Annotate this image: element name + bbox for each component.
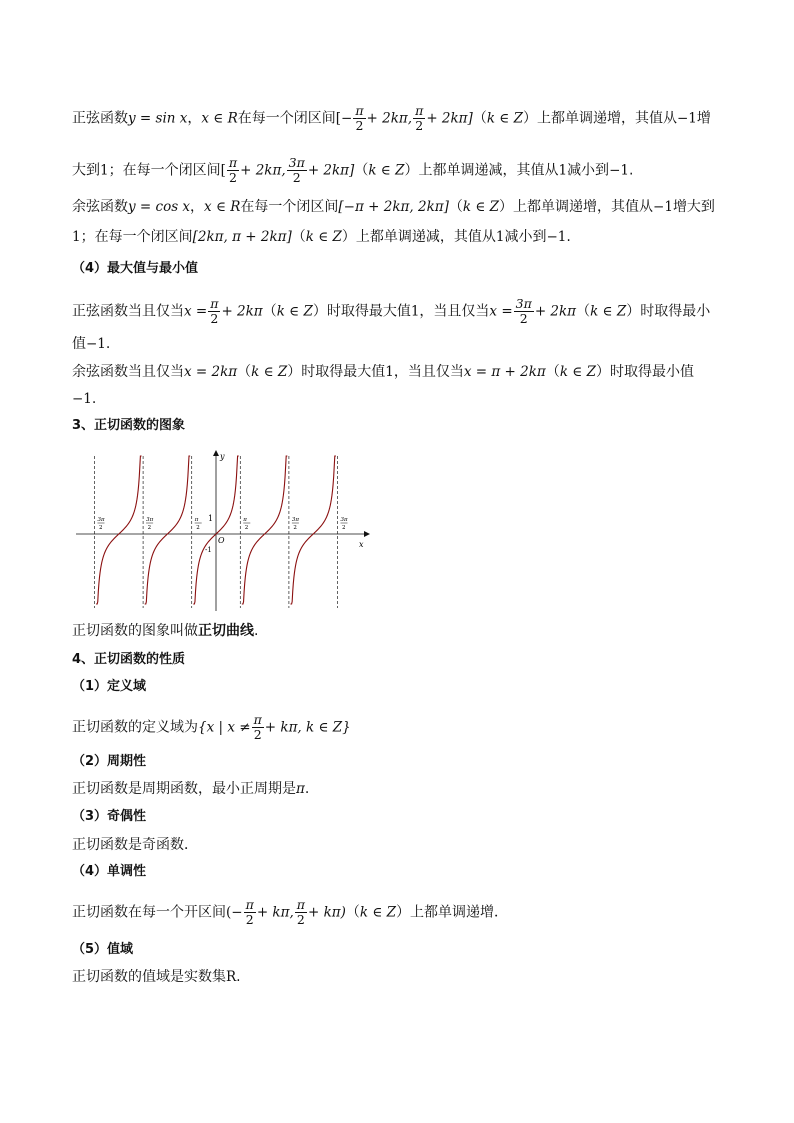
formula: (−	[226, 904, 243, 921]
text: 正切函数在每一个开区间	[72, 904, 226, 921]
asymptote-label-numerator: 3π	[97, 517, 105, 523]
formula: k ∈ Z	[368, 162, 405, 179]
formula: y = sin x	[128, 110, 188, 127]
formula: + 2kπ	[534, 303, 577, 320]
denominator: 2	[519, 311, 528, 326]
numerator: π	[228, 155, 238, 170]
text: （	[472, 110, 487, 127]
numerator: π	[296, 897, 305, 912]
formula: k ∈ Z	[276, 303, 313, 320]
text: 减小到	[504, 229, 547, 245]
numerator: π	[245, 897, 254, 912]
text: 正切函数是周期函数，最小正周期是	[72, 781, 296, 797]
denominator: 2	[355, 118, 364, 133]
numerator: π	[210, 296, 219, 311]
asymptote-label-denominator: 2	[196, 525, 200, 531]
formula: k ∈ Z	[559, 364, 596, 380]
formula: [−	[335, 110, 353, 127]
text: ）上都单调递减，其值从	[404, 162, 559, 179]
asymptote-label-denominator: 2	[147, 525, 152, 531]
formula: + 2kπ,	[366, 110, 413, 127]
formula: 1	[100, 162, 109, 179]
monotonicity-line	[72, 898, 508, 927]
fraction	[514, 297, 534, 326]
formula: {x | x ≠	[198, 719, 251, 736]
fraction	[252, 713, 264, 742]
numerator: π	[355, 103, 364, 118]
formula: + kπ, k ∈ Z}	[264, 719, 351, 736]
text: 在每一个闭区间	[237, 110, 336, 127]
numerator: π	[415, 103, 424, 118]
y-neg-one-label: -1	[205, 546, 212, 554]
text: （	[448, 199, 463, 215]
text: 余弦函数	[72, 199, 128, 215]
text: .	[236, 969, 241, 985]
text: 减小到	[567, 162, 610, 179]
cosine-increasing-line	[72, 197, 715, 217]
formula: [−π + 2kπ, 2kπ]	[338, 199, 449, 215]
tangent-graph	[72, 448, 372, 613]
y-axis-label: y	[220, 452, 225, 461]
formula: + kπ)	[307, 904, 346, 921]
formula: −1	[676, 110, 697, 127]
tangent-curve-line	[72, 621, 258, 641]
y-axis-arrow-icon	[213, 450, 219, 456]
text: 正切函数的定义域为	[72, 719, 198, 736]
fraction	[287, 156, 307, 185]
text: ，	[187, 110, 202, 127]
heading-tangent-properties: 4、正切函数的性质	[72, 652, 186, 667]
text: ）上都单调递增．	[396, 904, 509, 921]
text: （	[576, 303, 591, 320]
fraction	[227, 156, 239, 185]
heading-parity: （3）奇偶性	[72, 809, 147, 824]
denominator: 2	[245, 912, 254, 927]
formula: + 2kπ	[221, 303, 263, 320]
text: 正弦函数	[72, 110, 128, 127]
formula: + kπ,	[256, 904, 294, 921]
cosine-decreasing-line	[72, 227, 571, 247]
text: 增	[696, 110, 711, 127]
heading-monotonicity: （4）单调性	[72, 864, 147, 879]
tangent-branch	[96, 456, 141, 604]
formula: x =	[184, 303, 208, 320]
formula: k ∈ Z	[590, 303, 627, 320]
formula: −1	[653, 199, 673, 215]
sine-increasing-line	[72, 104, 711, 133]
cosine-max-min-line	[72, 362, 694, 382]
text: ；在每一个闭区间	[80, 229, 193, 245]
tangent-branch	[145, 456, 190, 604]
text: ）时取得最大值	[287, 364, 386, 380]
text: （	[262, 303, 277, 320]
origin-label: O	[218, 536, 225, 545]
formula: π	[296, 781, 305, 797]
formula: 1	[72, 229, 81, 245]
text: 增大到	[672, 199, 715, 215]
text: 正切函数的值域是实数集	[72, 969, 226, 985]
formula: −1	[86, 336, 106, 352]
text: （	[291, 229, 306, 245]
formula: [2kπ, π + 2kπ]	[192, 229, 292, 245]
fraction	[244, 898, 256, 927]
heading-period: （2）周期性	[72, 754, 147, 769]
text: ，	[190, 199, 205, 215]
text: 在每一个闭区间	[240, 199, 339, 215]
denominator: 2	[415, 118, 424, 133]
fraction	[208, 297, 220, 326]
asymptote-labels	[98, 517, 348, 531]
formula: 1	[385, 364, 394, 380]
fraction	[295, 898, 307, 927]
text: 大到	[72, 162, 100, 179]
heading-tangent-graph: 3、正切函数的图象	[72, 418, 186, 433]
formula: −1	[546, 229, 567, 245]
asymptote-label-denominator: 2	[244, 525, 249, 531]
text: .	[304, 781, 310, 797]
denominator: 2	[229, 170, 237, 185]
formula: k ∈ Z	[251, 364, 288, 380]
text: .	[91, 391, 97, 407]
formula: k ∈ Z	[486, 110, 523, 127]
formula: y = cos x	[128, 199, 191, 215]
asymptote-label-numerator: π	[243, 517, 247, 523]
text: （	[545, 364, 560, 380]
text: ）时取得最小值	[595, 364, 694, 380]
term-bold: 正切曲线	[198, 623, 254, 639]
text: .	[566, 229, 571, 245]
text: .	[105, 336, 111, 352]
numerator: 3π	[515, 296, 532, 311]
x-axis-label: x	[359, 540, 364, 549]
domain-line	[72, 713, 351, 742]
text: .	[254, 623, 259, 639]
formula: 1	[495, 229, 505, 245]
text: ，当且仅当	[393, 364, 464, 380]
formula: [	[220, 162, 226, 179]
sine-decreasing-line	[72, 156, 633, 185]
asymptote-label-numerator: π	[194, 517, 199, 523]
heading-range: （5）值域	[72, 942, 134, 957]
asymptote-label-numerator: 3π	[291, 517, 300, 523]
formula: x ∈ R	[201, 110, 238, 127]
fraction	[413, 104, 425, 133]
y-one-label: 1	[208, 514, 214, 523]
formula: k ∈ Z	[462, 199, 500, 215]
formula: k ∈ Z	[359, 904, 397, 921]
text: ）上都单调递减，其值从	[341, 229, 496, 245]
text: ，当且仅当	[419, 303, 490, 320]
formula: x = 2kπ	[184, 364, 238, 380]
asymptote-label-denominator: 2	[342, 525, 346, 531]
formula: k ∈ Z	[305, 229, 342, 245]
x-axis-arrow-icon	[364, 531, 370, 537]
asymptote-label-numerator: 3π	[146, 517, 154, 523]
heading-domain: （1）定义域	[72, 679, 147, 694]
sine-max-min-line	[72, 297, 710, 326]
denominator: 2	[292, 170, 301, 185]
range-line	[72, 967, 241, 987]
text: 余弦函数当且仅当	[72, 364, 184, 380]
formula: x =	[489, 303, 513, 320]
text: ）上都单调递增，其值从	[499, 199, 654, 215]
asymptote-label-numerator: 3π	[340, 517, 348, 523]
formula: −1	[72, 391, 92, 407]
period-line	[72, 779, 309, 799]
formula: −1	[609, 162, 629, 179]
numerator: π	[253, 712, 262, 727]
tangent-branch	[242, 456, 287, 604]
text: （	[354, 162, 369, 179]
formula: + 2kπ]	[426, 110, 473, 127]
fraction	[353, 104, 365, 133]
text: 正弦函数当且仅当	[72, 303, 184, 320]
asymptote-label-denominator: 2	[293, 525, 297, 531]
asymptote-label-denominator: 2	[99, 525, 103, 531]
numerator: 3π	[288, 155, 305, 170]
text: ；在每一个闭区间	[108, 162, 221, 179]
formula: x ∈ R	[204, 199, 241, 215]
heading-max-min: （4）最大值与最小值	[72, 261, 199, 276]
parity-line: 正切函数是奇函数．	[72, 837, 198, 853]
denominator: 2	[210, 311, 219, 326]
formula: 1	[558, 162, 568, 179]
text: ）时取得最小	[626, 303, 711, 320]
formula: R	[226, 969, 237, 985]
text: ）上都单调递增，其值从	[522, 110, 677, 127]
tangent-branch	[290, 456, 335, 604]
text: .	[628, 162, 634, 179]
text: （	[237, 364, 252, 380]
text: （	[345, 904, 360, 921]
formula: + 2kπ]	[307, 162, 355, 179]
denominator: 2	[296, 912, 305, 927]
text: 值	[72, 336, 86, 352]
cosine-max-min-line-2	[72, 389, 96, 409]
formula: + 2kπ,	[240, 162, 286, 179]
text: ）时取得最大值	[312, 303, 411, 320]
denominator: 2	[253, 727, 262, 742]
sine-max-min-line-2	[72, 334, 110, 354]
text: 正切函数的图象叫做	[72, 623, 198, 639]
formula: 1	[410, 303, 420, 320]
formula: x = π + 2kπ	[463, 364, 546, 380]
